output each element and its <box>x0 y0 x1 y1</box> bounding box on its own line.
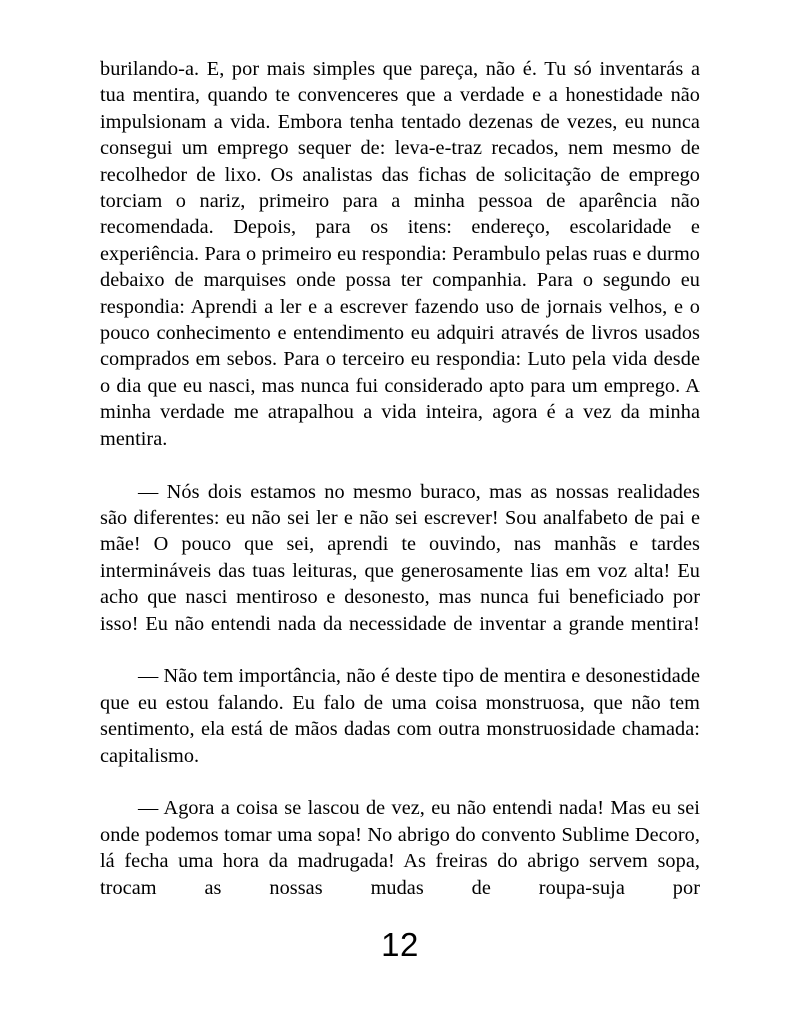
page-number: 12 <box>381 926 419 963</box>
paragraph-continued: burilando-a. E, por mais simples que pareça, não é. Tu só inventarás a tua mentira, quando te convenceres que a verdade e a honestidade não impulsionam a vida. Embora tenha tentado dezenas de vezes, eu nunca consegui um emprego sequer de: leva-e-traz recados, nem mesmo de recolhedor de lixo. Os analistas das fichas de solicitação de emprego torciam o nariz, primeiro para a minha pessoa de aparência não recomendada. Depois, para os itens: endereço, escolaridade e experiência. Para o primeiro eu respondia: Perambulo pelas ruas e durmo debaixo de marquises onde possa ter companhia. Para o segundo eu respondia: Aprendi a ler e a escrever fazendo uso de jornais velhos, e o pouco conhecimento e entendimento eu adquiri através de livros usados comprados em sebos. Para o terceiro eu respondia: Luto pela vida desde o dia que eu nasci, mas nunca fui considerado apto para um emprego. A minha verdade me atrapalhou a vida inteira, agora é a vez da minha mentira. <box>100 58 700 450</box>
paragraph-dialogue-1: — Nós dois estamos no mesmo buraco, mas as nossas realidades são diferentes: eu não sei ler e não sei escrever! Sou analfabeto de pai e mãe! O pouco que sei, aprendi te ouvindo, nas manhãs e tardes intermináveis das tuas leituras, que generosamente lias em voz alta! Eu acho que nasci mentiroso e desonesto, mas nunca fui beneficiado por isso! Eu não entendi nada da necessidade de inventar a grande mentira! <box>100 480 700 635</box>
paragraph-dialogue-2: — Não tem importância, não é deste tipo de mentira e desonestidade que eu estou falando. Eu falo de uma coisa monstruosa, que não tem sentimento, ela está de mãos dadas com outra monstruosidade chamada: capitalismo. <box>100 665 700 767</box>
paragraph-dialogue-3: — Agora a coisa se lascou de vez, eu não entendi nada! Mas eu sei onde podemos tomar uma sopa! No abrigo do convento Sublime Decoro, lá fecha uma hora da madrugada! As freiras do abrigo servem sopa, trocam as nossas mudas de roupa-suja por <box>100 797 700 899</box>
page-text-block <box>100 56 700 927</box>
